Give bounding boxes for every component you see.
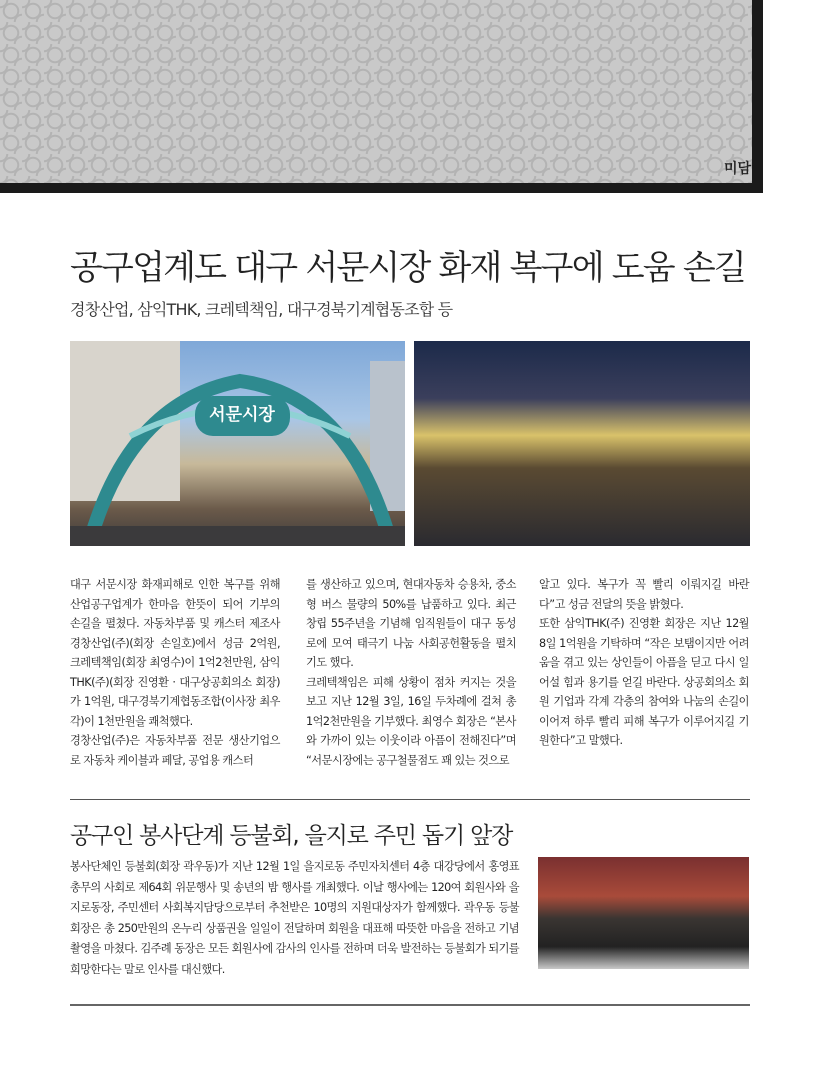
article2-headline: 공구인 봉사단계 등불회, 을지로 주민 돕기 앞장 [70, 823, 513, 849]
article-column-2 [306, 575, 516, 770]
paragraph: 알고 있다. 복구가 꼭 빨리 이뤄지길 바란다”고 성금 전달의 뜻을 밝혔다. [539, 578, 749, 611]
section-tag: 미담 [723, 161, 751, 177]
paragraph: 를 생산하고 있으며, 현대자동차 승용차, 중소형 버스 물량의 50%를 납품하고 있다. 최근 창립 55주년을 기념해 임직원들이 대구 동성로에 모여 태극기 나눔 사회공헌활동을 펼치기도 했다. [306, 578, 516, 669]
bottom-divider [70, 1004, 750, 1006]
header-banner [0, 0, 763, 193]
paragraph: 대구 서문시장 화재피해로 인한 복구를 위해 산업공구업계가 한마음 한뜻이 되어 기부의 손길을 펼쳤다. 자동차부품 및 캐스터 제조사 경창산업(주)(회장 손일호)에서 성금 2억원, 크레텍책임(회장 최영수)이 1억2천만원, 삼익THK(주)(회장 진영환 · 대구상공회의소 회장)가 1억원, 대구경북기계협동조합(이사장 최우각)이 1천만원을 쾌척했다. [70, 578, 280, 728]
photo-group [538, 857, 749, 969]
article-headline: 공구업계도 대구 서문시장 화재 복구에 도움 손길 [70, 248, 745, 288]
paragraph: 경창산업(주)은 자동차부품 전문 생산기업으로 자동차 케이블과 페달, 공업용 캐스터 [70, 734, 280, 767]
article-subhead: 경창산업, 삼익THK, 크레텍책임, 대구경북기계협동조합 등 [70, 300, 453, 319]
paragraph: 또한 삼익THK(주) 진영환 회장은 지난 12월 8일 1억원을 기탁하며 “작은 보탬이지만 어려움을 겪고 있는 상인들이 아픔을 딛고 다시 일어설 힘과 용기를 얻길 바란다. 상공회의소 회원 기업과 각계 각층의 참여와 나눔의 손길이 이어져 하루 빨리 피해 복구가 이루어지길 기원한다”고 말했다. [539, 617, 749, 747]
article2-body: 봉사단체인 등불회(회장 곽우동)가 지난 12월 1일 을지로동 주민자치센터 4층 대강당에서 홍영표 총무의 사회로 제64회 위문행사 및 송년의 밤 행사를 개최했다. 이날 행사에는 120여 회원사와 을지로동장, 주민센터 사회복지담당으로부터 추천받은 10명의 지원대상자가 함께했다. 곽우동 등불회장은 총 250만원의 온누리 상품권을 일일이 전달하며 회원을 대표해 따뜻한 마음을 전하고 기념촬영을 마쳤다. 김주례 동장은 모든 회원사에 감사의 인사를 전하며 더욱 발전하는 등불회가 되기를 희망한다는 말로 인사를 대신했다. [70, 860, 519, 976]
article-column-3 [539, 575, 749, 751]
banner-pattern [0, 0, 752, 183]
section-divider [70, 799, 750, 800]
market-sign-text: 서문시장 [209, 405, 275, 425]
photo-night-market [414, 341, 750, 546]
paragraph: 크레텍책임은 피해 상황이 점차 커지는 것을 보고 지난 12월 3일, 16일 두차례에 걸쳐 총 1억2천만원을 기부했다. 최영수 회장은 “본사와 가까이 있는 이웃이라 아픔이 전해진다”며 “서문시장에는 공구철물점도 꽤 있는 것으로 [306, 675, 516, 767]
article-column-1 [70, 575, 280, 770]
photo-market-gate [70, 341, 405, 546]
market-gate-illustration [70, 341, 405, 546]
